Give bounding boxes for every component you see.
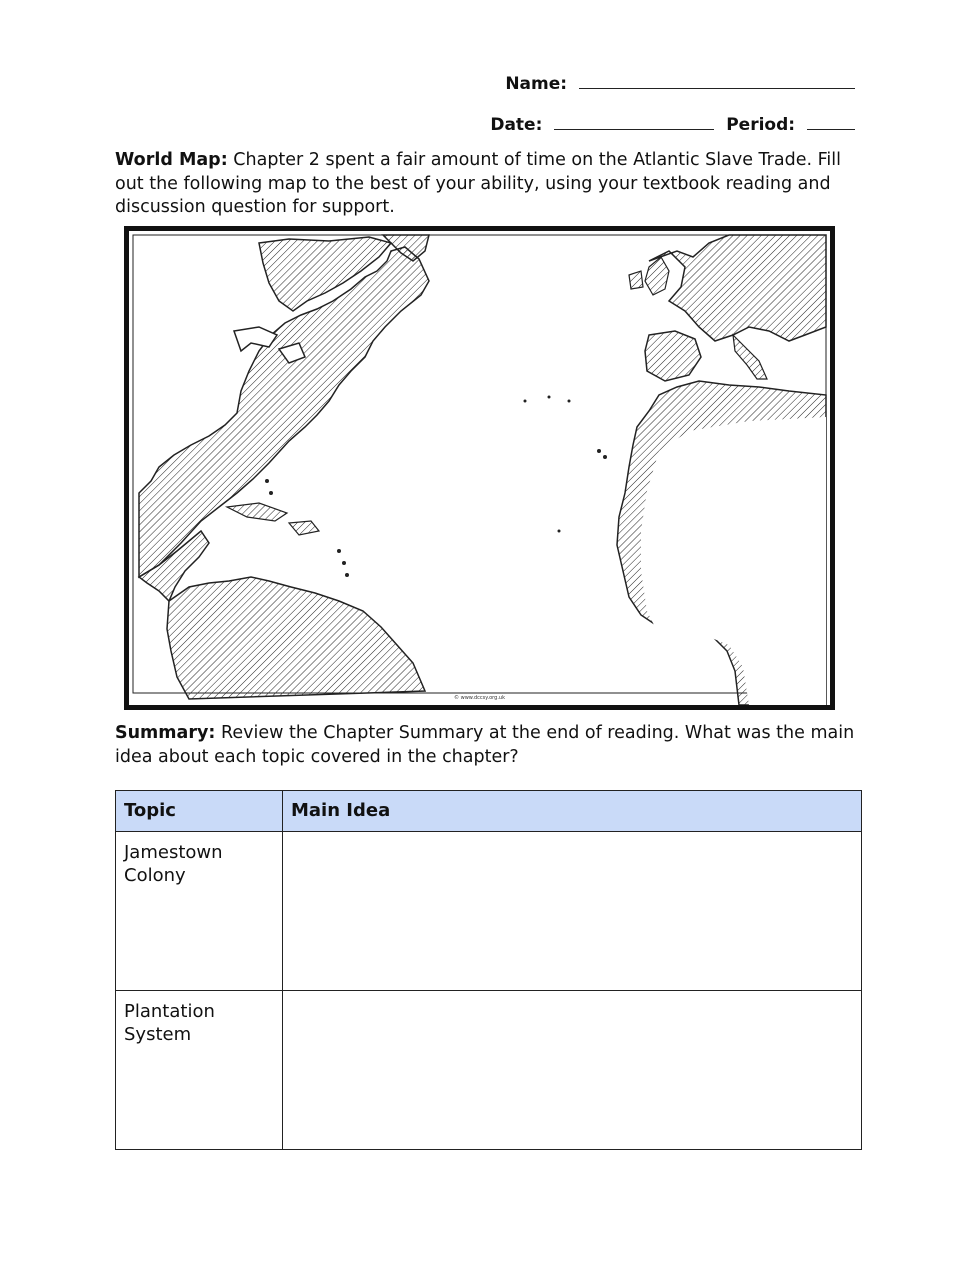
map-credit: © www.dccsy.org.uk [454, 695, 505, 701]
column-header-main-idea: Main Idea [283, 791, 862, 832]
british-isles [629, 257, 669, 295]
summary-instructions [115, 722, 865, 769]
summary-heading: Summary: [115, 723, 216, 743]
cuba [227, 503, 287, 521]
topic-cell: Plantation System [116, 991, 283, 1150]
main-idea-cell[interactable] [283, 832, 862, 991]
date-label: Date: [490, 115, 543, 135]
world-map-heading: World Map: [115, 150, 228, 170]
period-label: Period: [726, 115, 796, 135]
date-blank-line[interactable] [554, 115, 714, 130]
period-blank-line[interactable] [807, 115, 855, 130]
hispaniola [289, 521, 319, 535]
europe-coast [649, 235, 826, 341]
name-field[interactable] [505, 74, 855, 94]
summary-instructions-text: Review the Chapter Summary at the end of reading. What was the main idea about each topic covered in the chapter? [115, 723, 855, 767]
name-blank-line[interactable] [579, 74, 855, 89]
main-idea-cell[interactable] [283, 991, 862, 1150]
atlantic-world-map[interactable] [124, 226, 835, 710]
world-map-instructions-text: Chapter 2 spent a fair amount of time on the Atlantic Slave Trade. Fill out the following map to the best of your ability, using your textbook reading and discussion question for support. [115, 150, 841, 217]
map-drawing [129, 231, 830, 705]
summary-table [115, 790, 862, 1150]
iberia-coast [645, 331, 701, 381]
south-america-coast [167, 577, 425, 699]
table-row [116, 991, 862, 1150]
date-period-field[interactable] [490, 115, 855, 135]
topic-cell: Jamestown Colony [116, 832, 283, 991]
table-header-row [116, 791, 862, 832]
column-header-topic: Topic [116, 791, 283, 832]
table-row [116, 832, 862, 991]
name-label: Name: [505, 74, 568, 94]
italy [733, 335, 767, 379]
world-map-instructions [115, 149, 865, 220]
